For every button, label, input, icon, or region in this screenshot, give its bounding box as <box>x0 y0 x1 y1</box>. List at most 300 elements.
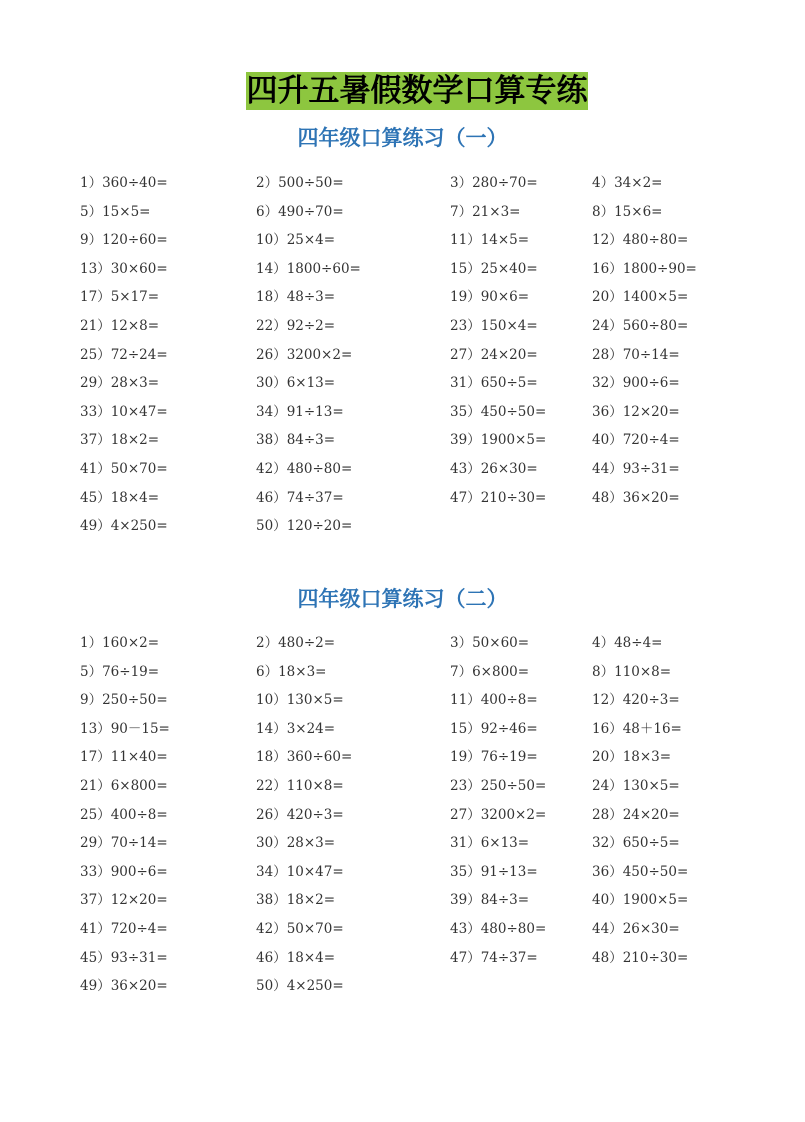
problem-number: 13） <box>80 260 111 277</box>
problem-number: 40） <box>592 432 623 449</box>
problem-expression: 6×13= <box>480 835 530 852</box>
problem-expression: 28×3= <box>286 835 336 852</box>
problem-item <box>592 317 688 335</box>
problem-item <box>450 663 529 681</box>
problem-number: 6） <box>256 663 279 680</box>
problem-number: 19） <box>450 289 481 306</box>
problem-number: 49） <box>80 978 111 995</box>
problem-expression: 10×47= <box>286 863 344 880</box>
problem-item <box>592 346 680 364</box>
problem-number: 36） <box>592 863 623 880</box>
problem-number: 50） <box>256 978 287 995</box>
problem-expression: 210÷30= <box>622 949 689 966</box>
problem-expression: 150×4= <box>480 318 538 334</box>
problem-number: 6） <box>256 203 279 220</box>
problem-item <box>256 489 344 507</box>
problem-number: 10） <box>256 692 287 709</box>
problem-item <box>256 403 344 421</box>
problem-expression: 72÷24= <box>110 346 168 363</box>
problem-number: 18） <box>256 749 287 766</box>
problem-expression: 70÷14= <box>622 346 680 363</box>
problem-expression: 480÷80= <box>622 232 689 249</box>
problem-number: 1） <box>80 175 103 191</box>
problem-item <box>592 863 688 881</box>
problem-number: 35） <box>450 403 481 420</box>
problem-expression: 650÷5= <box>480 375 538 392</box>
problem-number: 25） <box>80 806 111 823</box>
problem-item <box>256 346 352 364</box>
problem-number: 29） <box>80 375 111 392</box>
problem-item <box>592 634 662 652</box>
problem-expression: 1400×5= <box>622 289 689 306</box>
problem-expression: 120÷20= <box>286 518 353 535</box>
problem-number: 9） <box>80 232 103 249</box>
problem-number: 11） <box>450 692 481 709</box>
problem-expression: 91÷13= <box>286 403 344 420</box>
problem-item <box>592 489 680 507</box>
problem-item <box>450 691 538 709</box>
problem-item <box>592 431 680 449</box>
problem-expression: 76÷19= <box>102 663 160 680</box>
problem-expression: 6×800= <box>472 663 530 680</box>
problem-expression: 650÷5= <box>622 835 680 852</box>
problem-number: 37） <box>80 892 111 909</box>
problem-item <box>256 231 335 249</box>
problem-item <box>450 949 538 967</box>
problem-expression: 160×2= <box>102 635 160 651</box>
problem-number: 26） <box>256 346 287 363</box>
problem-number: 49） <box>80 518 111 535</box>
problem-item <box>450 174 538 192</box>
problem-number: 2） <box>256 175 279 191</box>
problem-number: 20） <box>592 289 623 306</box>
problem-item <box>450 431 546 449</box>
problem-expression: 480÷80= <box>480 921 547 937</box>
problem-number: 7） <box>450 663 473 680</box>
problem-expression: 11×40= <box>110 749 168 766</box>
problem-item <box>80 231 168 249</box>
problem-expression: 3200×2= <box>480 806 547 823</box>
problem-expression: 450÷50= <box>622 863 689 880</box>
problem-expression: 18×3= <box>278 663 327 680</box>
problem-item <box>592 691 680 709</box>
problem-item <box>592 806 680 824</box>
problem-item <box>592 748 671 766</box>
problem-item <box>80 920 168 938</box>
problem-item <box>256 720 335 738</box>
problem-expression: 400÷8= <box>480 692 538 709</box>
problem-item <box>256 203 344 221</box>
problem-number: 42） <box>256 921 287 937</box>
problem-item <box>450 317 538 335</box>
problem-expression: 4×250= <box>286 978 344 995</box>
problem-number: 34） <box>256 863 287 880</box>
problem-number: 46） <box>256 489 287 506</box>
problem-item <box>592 460 680 478</box>
problem-expression: 560÷80= <box>622 318 689 334</box>
problem-number: 24） <box>592 318 623 334</box>
problem-expression: 360÷60= <box>286 749 353 766</box>
problem-number: 30） <box>256 835 287 852</box>
problem-expression: 1900×5= <box>622 892 689 909</box>
problem-expression: 10×47= <box>110 403 168 420</box>
problem-expression: 25×4= <box>286 232 336 249</box>
problem-item <box>450 634 529 652</box>
problem-item <box>450 374 538 392</box>
problem-item <box>256 634 335 652</box>
problem-number: 31） <box>450 375 481 392</box>
problem-expression: 74÷37= <box>480 949 538 966</box>
problem-expression: 420÷3= <box>286 806 344 823</box>
problem-item <box>256 863 344 881</box>
problem-expression: 1800÷60= <box>286 260 361 277</box>
problem-item <box>450 777 546 795</box>
problem-number: 23） <box>450 778 481 794</box>
problem-expression: 12×20= <box>622 403 680 420</box>
section-heading: 四年级口算练习（一） <box>297 126 508 150</box>
problem-item <box>80 663 159 681</box>
problem-item <box>592 949 688 967</box>
problem-number: 47） <box>450 949 481 966</box>
problem-expression: 900÷6= <box>622 375 680 392</box>
problem-number: 12） <box>592 692 623 709</box>
problem-number: 50） <box>256 518 287 535</box>
problem-item <box>80 863 168 881</box>
problem-expression: 500÷50= <box>278 175 344 191</box>
problem-expression: 30×60= <box>110 260 168 277</box>
problem-item <box>80 346 168 364</box>
problem-number: 24） <box>592 778 623 794</box>
problem-item <box>80 517 168 535</box>
problem-expression: 400÷8= <box>110 806 168 823</box>
problem-expression: 12×20= <box>110 892 168 909</box>
problem-expression: 93÷31= <box>622 461 680 477</box>
problem-expression: 110×8= <box>614 663 672 680</box>
problem-number: 17） <box>80 749 111 766</box>
problem-item <box>256 517 352 535</box>
problem-expression: 250÷50= <box>480 778 547 794</box>
problem-expression: 48＋16= <box>622 720 682 737</box>
page-title: 四升五暑假数学口算专练 <box>246 73 588 109</box>
problem-expression: 24×20= <box>622 806 680 823</box>
problem-expression: 18×3= <box>622 749 672 766</box>
problem-number: 4） <box>592 635 615 651</box>
problem-item <box>592 834 680 852</box>
problem-number: 4） <box>592 175 615 191</box>
problem-number: 31） <box>450 835 481 852</box>
problem-expression: 5×17= <box>110 289 160 306</box>
problem-expression: 480÷80= <box>286 461 353 477</box>
problem-number: 27） <box>450 806 481 823</box>
problem-expression: 210÷30= <box>480 489 547 506</box>
problem-item <box>80 203 150 221</box>
problem-expression: 4×250= <box>110 518 168 535</box>
problem-item <box>592 720 682 738</box>
problem-item <box>450 203 520 221</box>
problem-number: 13） <box>80 720 111 737</box>
problem-expression: 26×30= <box>480 461 538 477</box>
problem-item <box>592 174 662 192</box>
problem-item <box>256 949 335 967</box>
problem-number: 21） <box>80 778 111 794</box>
problem-number: 41） <box>80 461 111 477</box>
problem-number: 9） <box>80 692 103 709</box>
problem-expression: 15×5= <box>102 203 151 220</box>
problem-number: 30） <box>256 375 287 392</box>
problem-number: 41） <box>80 921 111 937</box>
problem-number: 3） <box>450 635 473 651</box>
problem-expression: 280÷70= <box>472 175 538 191</box>
problem-item <box>592 231 688 249</box>
problem-expression: 6×13= <box>286 375 336 392</box>
problem-expression: 480÷2= <box>278 635 336 651</box>
problem-expression: 720÷4= <box>622 432 680 449</box>
problem-expression: 900÷6= <box>110 863 168 880</box>
problem-number: 7） <box>450 203 473 220</box>
problem-item <box>256 777 344 795</box>
problem-number: 28） <box>592 346 623 363</box>
problem-item <box>80 374 159 392</box>
problem-number: 47） <box>450 489 481 506</box>
problem-number: 16） <box>592 260 623 277</box>
problem-item <box>450 403 546 421</box>
problem-expression: 490÷70= <box>278 203 344 220</box>
problem-number: 42） <box>256 461 287 477</box>
problem-item <box>80 748 168 766</box>
problem-item <box>450 891 529 909</box>
problem-expression: 3200×2= <box>286 346 353 363</box>
problem-number: 33） <box>80 863 111 880</box>
problem-number: 1） <box>80 635 103 651</box>
problem-number: 25） <box>80 346 111 363</box>
problem-number: 5） <box>80 203 103 220</box>
problem-number: 23） <box>450 318 481 334</box>
problem-item <box>450 748 538 766</box>
problem-number: 39） <box>450 892 481 909</box>
problem-number: 45） <box>80 489 111 506</box>
problem-expression: 450÷50= <box>480 403 547 420</box>
problem-expression: 130×5= <box>622 778 680 794</box>
problem-number: 45） <box>80 949 111 966</box>
problem-number: 29） <box>80 835 111 852</box>
problem-item <box>450 834 529 852</box>
problem-item <box>592 288 688 306</box>
problem-number: 18） <box>256 289 287 306</box>
problem-expression: 360÷40= <box>102 175 168 191</box>
problem-expression: 48÷3= <box>286 289 336 306</box>
problem-item <box>80 489 159 507</box>
problem-number: 2） <box>256 635 279 651</box>
problem-item <box>80 403 168 421</box>
problem-item <box>80 834 168 852</box>
problem-number: 44） <box>592 461 623 477</box>
problem-number: 22） <box>256 778 287 794</box>
problem-item <box>592 403 680 421</box>
problem-expression: 28×3= <box>110 375 160 392</box>
problem-expression: 76÷19= <box>480 749 538 766</box>
problem-number: 10） <box>256 232 287 249</box>
problem-item <box>592 777 680 795</box>
problem-number: 35） <box>450 863 481 880</box>
problem-expression: 120÷60= <box>102 232 168 249</box>
problem-item <box>256 920 344 938</box>
problem-item <box>592 663 671 681</box>
problem-expression: 92÷46= <box>480 720 538 737</box>
problem-expression: 91÷13= <box>480 863 538 880</box>
problem-number: 43） <box>450 461 481 477</box>
problem-number: 36） <box>592 403 623 420</box>
problem-number: 17） <box>80 289 111 306</box>
problem-expression: 18×2= <box>110 432 160 449</box>
problem-item <box>80 977 168 995</box>
problem-item <box>256 317 335 335</box>
problem-number: 27） <box>450 346 481 363</box>
problem-expression: 36×20= <box>110 978 168 995</box>
problem-expression: 70÷14= <box>110 835 168 852</box>
problem-item <box>256 977 344 995</box>
problem-item <box>256 691 344 709</box>
problem-expression: 250÷50= <box>102 692 168 709</box>
problem-number: 14） <box>256 260 287 277</box>
problem-number: 33） <box>80 403 111 420</box>
problem-number: 19） <box>450 749 481 766</box>
problem-number: 43） <box>450 921 481 937</box>
problem-item <box>80 460 168 478</box>
problem-number: 48） <box>592 489 623 506</box>
problem-number: 20） <box>592 749 623 766</box>
problem-item <box>256 174 344 192</box>
problem-item <box>592 203 662 221</box>
problem-number: 16） <box>592 720 623 737</box>
problem-expression: 50×60= <box>472 635 530 651</box>
problem-item <box>80 806 168 824</box>
problem-expression: 12×8= <box>110 318 160 334</box>
problem-number: 8） <box>592 203 615 220</box>
problem-expression: 18×4= <box>286 949 336 966</box>
problem-item <box>80 891 168 909</box>
section-heading: 四年级口算练习（二） <box>297 587 508 611</box>
problem-expression: 3×24= <box>286 720 336 737</box>
problem-item <box>450 720 538 738</box>
problem-number: 38） <box>256 432 287 449</box>
problem-item <box>592 920 680 938</box>
problem-expression: 74÷37= <box>286 489 344 506</box>
problem-item <box>80 720 170 738</box>
problem-item <box>256 834 335 852</box>
problem-number: 46） <box>256 949 287 966</box>
problem-item <box>256 374 335 392</box>
problem-number: 48） <box>592 949 623 966</box>
problem-expression: 50×70= <box>110 461 168 477</box>
problem-item <box>450 806 546 824</box>
problem-number: 34） <box>256 403 287 420</box>
problem-item <box>592 260 697 278</box>
problem-number: 15） <box>450 720 481 737</box>
problem-item <box>256 891 335 909</box>
problem-item <box>450 346 538 364</box>
problem-item <box>450 260 538 278</box>
problem-item <box>256 748 352 766</box>
problem-item <box>592 374 680 392</box>
problem-expression: 84÷3= <box>480 892 530 909</box>
problem-item <box>80 260 168 278</box>
problem-item <box>450 489 546 507</box>
problem-number: 44） <box>592 921 623 937</box>
problem-expression: 14×5= <box>480 232 530 249</box>
problem-number: 28） <box>592 806 623 823</box>
problem-expression: 90×6= <box>480 289 530 306</box>
problem-number: 11） <box>450 232 481 249</box>
problem-item <box>450 863 538 881</box>
problem-expression: 130×5= <box>286 692 344 709</box>
problem-item <box>80 777 168 795</box>
problem-item <box>450 920 546 938</box>
problem-item <box>256 260 361 278</box>
problem-item <box>80 174 168 192</box>
problem-expression: 90－15= <box>110 720 170 737</box>
problem-number: 15） <box>450 260 481 277</box>
problem-item <box>256 460 352 478</box>
problem-expression: 18×4= <box>110 489 160 506</box>
problem-item <box>80 691 168 709</box>
problem-item <box>80 317 159 335</box>
problem-number: 12） <box>592 232 623 249</box>
problem-expression: 18×2= <box>286 892 336 909</box>
problem-expression: 15×6= <box>614 203 663 220</box>
problem-number: 21） <box>80 318 111 334</box>
problem-expression: 92÷2= <box>286 318 336 334</box>
problem-expression: 93÷31= <box>110 949 168 966</box>
problem-number: 5） <box>80 663 103 680</box>
problem-item <box>592 891 688 909</box>
problem-number: 8） <box>592 663 615 680</box>
problem-expression: 21×3= <box>472 203 521 220</box>
problem-item <box>256 288 335 306</box>
problem-item <box>80 634 159 652</box>
problem-item <box>450 231 529 249</box>
problem-number: 39） <box>450 432 481 449</box>
problem-number: 38） <box>256 892 287 909</box>
problem-number: 32） <box>592 375 623 392</box>
problem-item <box>80 949 168 967</box>
problem-expression: 26×30= <box>622 921 680 937</box>
problem-item <box>450 288 529 306</box>
problem-number: 14） <box>256 720 287 737</box>
problem-expression: 1900×5= <box>480 432 547 449</box>
problem-item <box>80 431 159 449</box>
problem-item <box>256 806 344 824</box>
problem-expression: 25×40= <box>480 260 538 277</box>
problem-expression: 84÷3= <box>286 432 336 449</box>
problem-expression: 420÷3= <box>622 692 680 709</box>
problem-expression: 34×2= <box>614 175 663 191</box>
problem-expression: 24×20= <box>480 346 538 363</box>
problem-number: 3） <box>450 175 473 191</box>
problem-item <box>256 663 326 681</box>
problem-expression: 6×800= <box>110 778 168 794</box>
problem-expression: 36×20= <box>622 489 680 506</box>
problem-expression: 1800÷90= <box>622 260 697 277</box>
problem-number: 40） <box>592 892 623 909</box>
problem-number: 37） <box>80 432 111 449</box>
problem-item <box>256 431 335 449</box>
problem-number: 32） <box>592 835 623 852</box>
problem-number: 22） <box>256 318 287 334</box>
problem-expression: 48÷4= <box>614 635 663 651</box>
problem-expression: 720÷4= <box>110 921 168 937</box>
problem-expression: 50×70= <box>286 921 344 937</box>
problem-number: 26） <box>256 806 287 823</box>
